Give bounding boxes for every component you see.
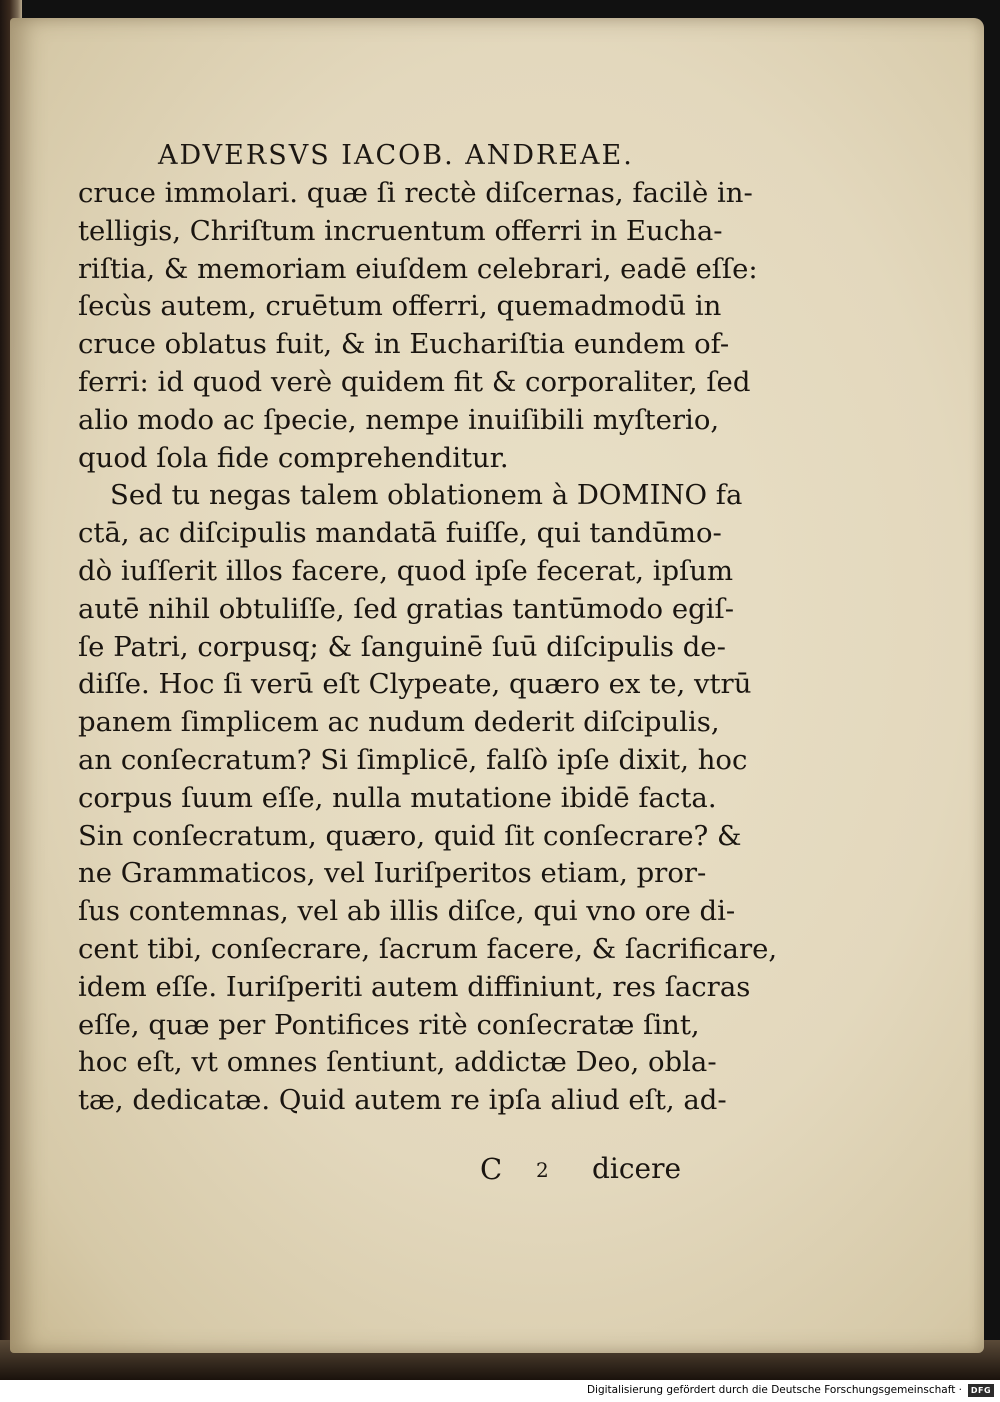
text-line: ctā, ac diſcipulis mandatā fuiſſe, qui tandūmo- <box>78 517 722 550</box>
text-line: ne Grammaticos, vel Iuriſperitos etiam, pror- <box>78 857 707 890</box>
text-line: Sin conſecratum, quæro, quid ſit conſecrare? & <box>78 819 742 852</box>
digitization-note: Digitalisierung gefördert durch die Deutsche Forschungsgemeinschaft · <box>586 1384 962 1396</box>
signature-mark-letter: C <box>480 1152 503 1186</box>
catchword: dicere <box>592 1152 682 1185</box>
text-line: autē nihil obtuliſſe, ſed gratias tantūmodo egiſ- <box>78 592 734 625</box>
digitization-bar <box>0 1380 1000 1402</box>
text-line: alio modo ac ſpecie, nempe inuiſibili myſterio, <box>78 403 720 436</box>
running-header: ADVERSVS IACOB. ANDREAE. <box>158 140 634 171</box>
text-line: ſecùs autem, cruētum offerri, quemadmodū in <box>78 290 722 323</box>
text-line: telligis, Chriſtum incruentum offerri in Eucha- <box>78 214 723 247</box>
text-line: hoc eſt, vt omnes ſentiunt, addictæ Deo, obla- <box>78 1046 717 1079</box>
page-footer <box>480 1152 710 1192</box>
text-line: eſſe, quæ per Pontifices ritè conſecratæ ſint, <box>78 1008 700 1041</box>
text-line: tæ, dedicatæ. Quid autem re ipſa aliud eſt, ad- <box>78 1084 727 1117</box>
text-line: cruce oblatus fuit, & in Euchariſtia eundem of- <box>78 328 730 361</box>
text-line: Sed tu negas talem oblationem à DOMINO fa <box>110 479 743 512</box>
text-line: dò iuſſerit illos facere, quod ipſe fecerat, ipſum <box>78 554 734 587</box>
text-line: panem ſimplicem ac nudum dederit diſcipulis, <box>78 706 720 739</box>
text-line: cruce immolari. quæ ſi rectè diſcernas, facilè in- <box>78 177 753 209</box>
dfg-logo-icon: DFG <box>968 1384 994 1397</box>
text-line: ferri: id quod verè quidem fit & corporaliter, ſed <box>78 365 751 398</box>
page-text <box>78 175 778 1120</box>
text-line: quod ſola fide comprehenditur. <box>78 441 509 474</box>
text-line: riſtia, & memoriam eiuſdem celebrari, eadē eſſe: <box>78 252 758 285</box>
text-line: an conſecratum? Si ſimplicē, falſò ipſe dixit, hoc <box>78 743 748 776</box>
text-line: ſe Patri, corpusq; & ſanguinē ſuū diſcipulis de- <box>78 630 726 663</box>
text-line: idem eſſe. Iuriſperiti autem diffiniunt, res ſacras <box>78 970 751 1003</box>
text-line: cent tibi, conſecrare, ſacrum facere, & ſacrificare, <box>78 932 778 965</box>
text-line: ſus contemnas, vel ab illis diſce, qui vno ore di- <box>78 895 736 928</box>
signature-mark-number: 2 <box>536 1158 549 1182</box>
text-line: corpus ſuum eſſe, nulla mutatione ibidē facta. <box>78 781 717 814</box>
text-line: diſſe. Hoc ſi verū eſt Clypeate, quæro ex te, vtrū <box>78 668 752 701</box>
